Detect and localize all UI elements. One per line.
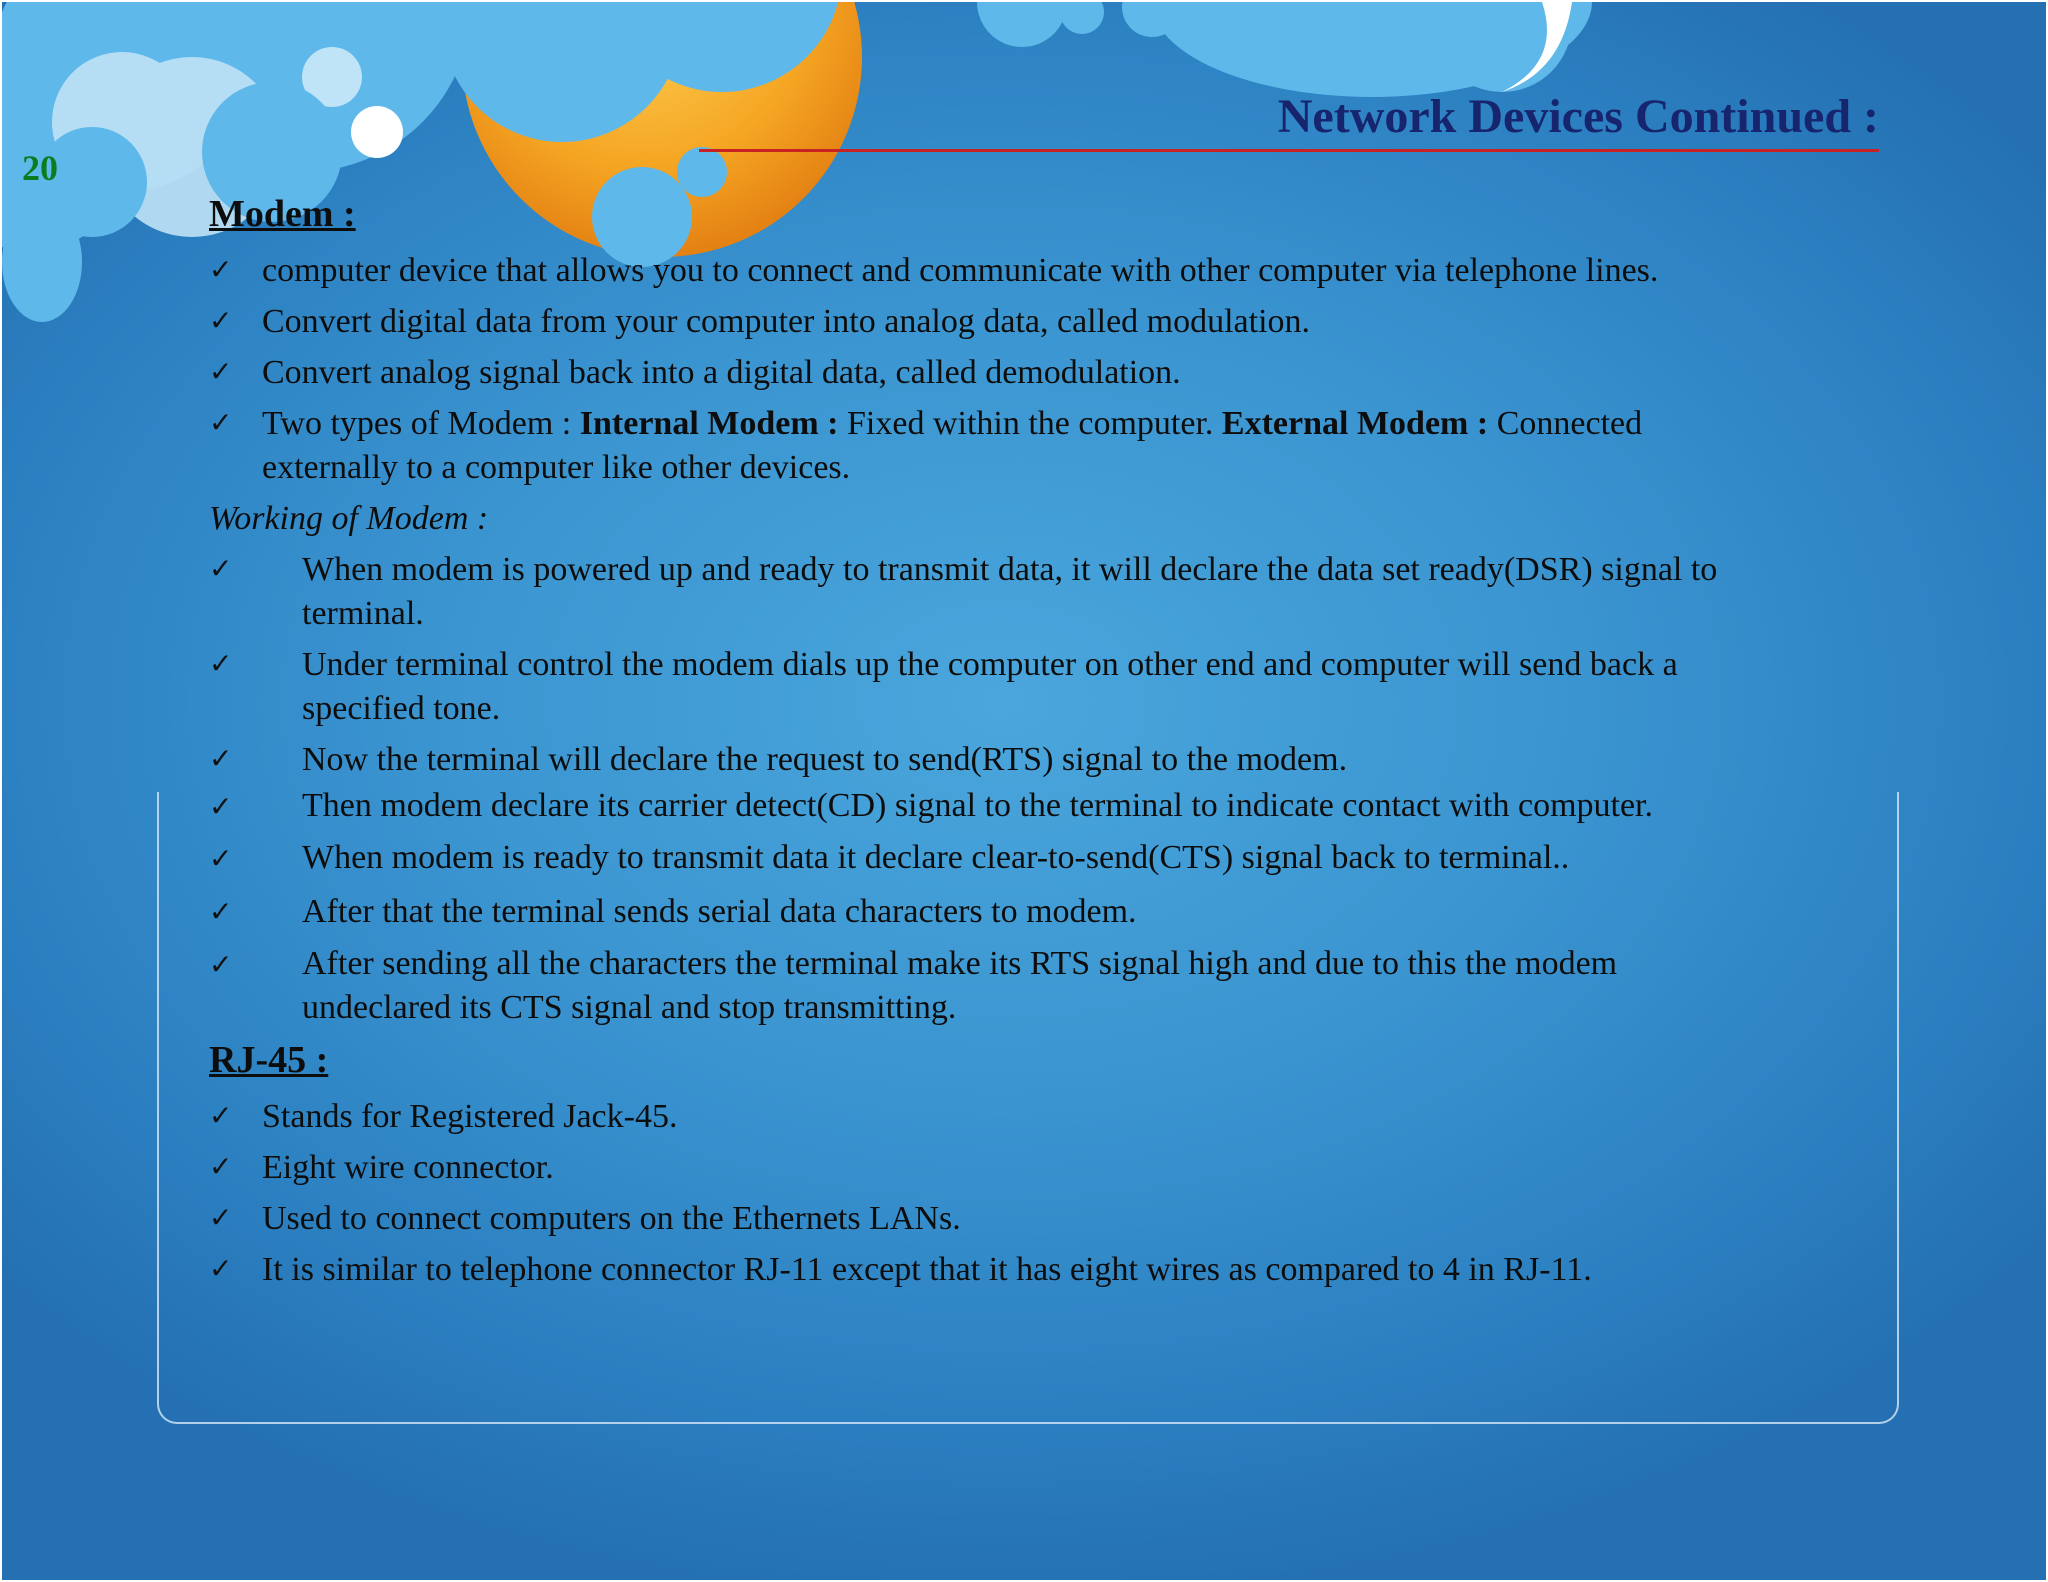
modem-bullet-3: Convert analog signal back into a digital data, called demodulation. <box>262 354 1181 391</box>
cloud-right-shape <box>977 2 1592 97</box>
working-step-4: Then modem declare its carrier detect(CD) signal to the terminal to indicate contact with computer. <box>302 787 1654 824</box>
check-icon: ✓ <box>209 306 233 337</box>
internal-modem-label: Internal Modem : <box>579 405 839 442</box>
working-step-2: Under terminal control the modem dials up the computer on other end and computer will send back a <box>302 646 1678 683</box>
working-step-1: When modem is powered up and ready to transmit data, it will declare the data set ready(DSR) signal to <box>302 551 1718 588</box>
modem-types-continuation: externally to a computer like other devices. <box>262 449 851 486</box>
working-step-7-cont: undeclared its CTS signal and stop transmitting. <box>302 989 957 1026</box>
working-step-7: After sending all the characters the terminal make its RTS signal high and due to this the modem <box>302 945 1618 982</box>
check-icon: ✓ <box>209 844 233 875</box>
working-heading: Working of Modem : <box>209 500 489 537</box>
external-modem-label: External Modem : <box>1221 405 1489 442</box>
types-prefix: Two types of Modem : <box>262 405 580 442</box>
modem-bullet-2: Convert digital data from your computer into analog data, called modulation. <box>262 303 1311 340</box>
working-step-5: When modem is ready to transmit data it declare clear-to-send(CTS) signal back to terminal.. <box>302 839 1570 876</box>
check-icon: ✓ <box>209 744 233 775</box>
check-icon: ✓ <box>209 1203 233 1234</box>
slide-title: Network Devices Continued : <box>1277 90 1879 143</box>
working-step-6: After that the terminal sends serial data characters to modem. <box>302 893 1137 930</box>
modem-heading: Modem : <box>209 193 356 235</box>
rj45-bullet-3: Used to connect computers on the Ethernets LANs. <box>262 1200 961 1237</box>
internal-modem-text: Fixed within the computer. <box>838 405 1222 442</box>
rj45-bullet-1: Stands for Registered Jack-45. <box>262 1098 678 1135</box>
working-step-3: Now the terminal will declare the request to send(RTS) signal to the modem. <box>302 741 1348 778</box>
check-icon: ✓ <box>209 357 233 388</box>
title-underline <box>699 149 1879 152</box>
working-step-1-cont: terminal. <box>302 595 424 632</box>
check-icon: ✓ <box>209 897 233 928</box>
check-icon: ✓ <box>209 792 233 823</box>
modem-bullet-1: computer device that allows you to connect and communicate with other computer via telephone lines. <box>262 252 1659 289</box>
external-modem-text: Connected <box>1488 405 1643 442</box>
check-icon: ✓ <box>209 1254 233 1285</box>
working-step-2-cont: specified tone. <box>302 690 501 727</box>
check-icon: ✓ <box>209 255 233 286</box>
check-icon: ✓ <box>209 408 233 439</box>
check-icon: ✓ <box>209 649 233 680</box>
modem-types-line <box>262 402 1642 446</box>
check-icon: ✓ <box>209 1152 233 1183</box>
check-icon: ✓ <box>209 1101 233 1132</box>
rj45-heading: RJ-45 : <box>209 1039 329 1081</box>
rj45-bullet-2: Eight wire connector. <box>262 1149 554 1186</box>
page-number: 20 <box>22 148 58 188</box>
check-icon: ✓ <box>209 554 233 585</box>
rj45-bullet-4: It is similar to telephone connector RJ-11 except that it has eight wires as compared to 4 in RJ-11. <box>262 1251 1592 1288</box>
check-icon: ✓ <box>209 950 233 981</box>
slide <box>2 2 2046 1580</box>
